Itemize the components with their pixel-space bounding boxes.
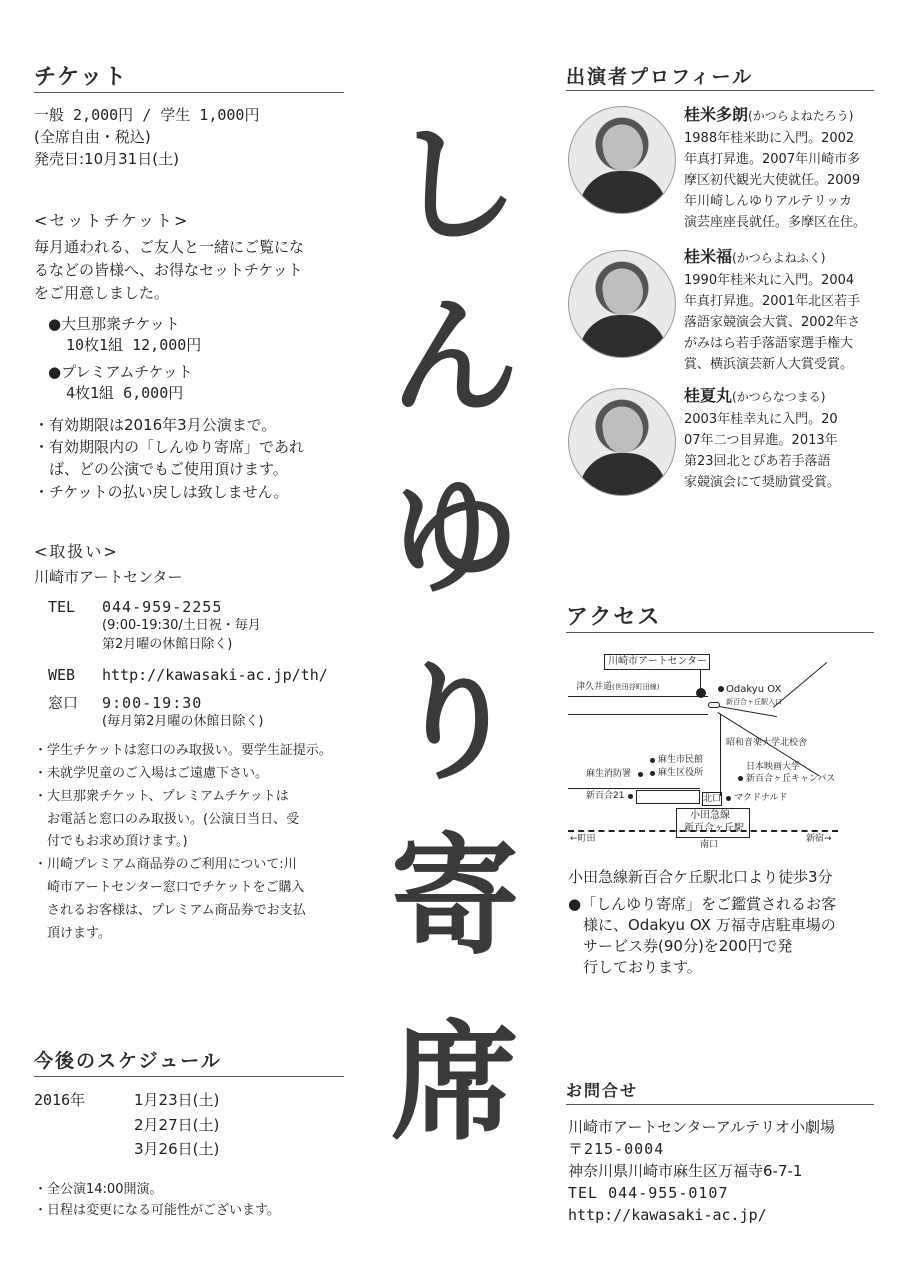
map-tsukui-name: 津久井道 [576,682,613,692]
set-item-detail-1: 10枚1組 12,000円 [66,336,202,354]
map-showa-label: 昭和音楽大学北校舎 [726,738,808,748]
map-road-2 [568,714,708,715]
schedule-date-2: 2月27日(土) [134,1116,220,1134]
performer-photo-3 [568,388,676,496]
map-shinyuri21-dot [628,794,633,799]
map-railway [568,830,838,832]
access-rule [566,632,874,633]
handling-note-2: ・未就学児童のご入場はご遠慮下さい。 [34,766,269,781]
web-label: WEB [48,666,76,684]
performer-3-bio-2: 07年二つ目昇進。2013年 [684,433,838,448]
access-map [568,652,838,852]
handling-heading: <取扱い> [34,542,119,561]
contact-line-4[interactable]: TEL 044-955-0107 [568,1184,729,1202]
handling-note-1: ・学生チケットは窓口のみ取扱い。要学生証提示。 [34,743,332,758]
contact-line-3: 神奈川県川崎市麻生区万福寺6-7-1 [568,1162,803,1180]
tel-number[interactable]: 044-959-2255 [102,598,223,616]
map-ward-label: 麻生区役所 [658,768,704,778]
performer-3-bio-3: 第23回北とぴあ若手落語 [684,454,831,469]
performer-1-bio-1: 1988年桂米助に入門。2002 [684,131,855,146]
title-char-2: ん [390,283,519,432]
performer-header-1 [684,104,853,127]
schedule-date-1: 1月23日(土) [134,1091,220,1109]
map-odakyu-sub: 新百合ヶ丘駅入口 [726,698,782,706]
title-char-4: り [390,649,519,798]
map-road-vertical [720,714,721,796]
map-minamiguchi-label: 南口 [700,840,719,850]
contact-line-1: 川崎市アートセンターアルテリオ小劇場 [568,1118,836,1136]
performer-2-bio-2: 年真打昇進。2001年北区若手 [684,294,861,309]
set-ticket-heading: <セットチケット> [34,211,190,230]
schedule-year: 2016年 [34,1091,86,1109]
tel-hours-2: 第2月曜の休館日除く) [102,637,233,652]
performer-header-2 [684,246,825,269]
performer-3-bio-1: 2003年桂幸丸に入門。20 [684,412,838,427]
access-note-1: ●「しんゆり寄席」をご鑑賞されるお客 [568,895,837,913]
performer-name-3: 桂夏丸 [684,386,733,405]
set-desc-line-3: をご用意しました。 [34,284,170,302]
map-kitaguchi-label: 北口 [703,794,722,804]
window-note: (毎月第2月曜の休館日除く) [102,714,264,729]
web-link[interactable]: http://kawasaki-ac.jp/th/ [102,666,328,684]
map-civic-dot [650,758,655,763]
set-item-detail-2: 4枚1組 6,000円 [66,384,184,402]
map-station-line2: 新百合ヶ丘駅 [684,823,744,834]
schedule-note-2: ・日程は変更になる可能性がございます。 [34,1203,280,1218]
set-note-3: ば、どの公演でもご使用頂けます。 [34,460,288,478]
map-tsukui-sub: (世田谷町田線) [612,683,660,691]
performer-2-bio-1: 1990年桂米丸に入門。2004 [684,273,855,288]
set-desc-line-2: るなどの皆様へ、お得なセットチケット [34,261,303,279]
schedule-date-3: 3月26日(土) [134,1140,220,1158]
schedule-heading: 今後のスケジュール [34,1050,222,1072]
ticket-rule [34,92,344,93]
access-note-3: サービス券(90分)を200円で発 [568,937,793,955]
contact-line-5[interactable]: http://kawasaki-ac.jp/ [568,1206,767,1224]
access-note-2: 様に、Odakyu OX 万福寺店駐車場の [568,916,836,934]
handling-note-4: お電話と窓口のみ取扱い。(公演日当日、受 [34,812,300,827]
access-note-4: 行しております。 [568,958,702,976]
set-note-4: ・チケットの払い戻しは致しません。 [34,483,289,501]
ticket-seating: (全席自由・税込) [34,128,151,146]
performer-1-bio-2: 年真打昇進。2007年川崎市多 [684,152,861,167]
title-char-6: 席 [390,1009,519,1158]
contact-rule [566,1104,874,1105]
title-char-1: し [390,111,519,260]
handling-note-8: されるお客様は、プレミアム商品券でお支払 [34,903,306,918]
tel-hours-1: (9:00-19:30/土日祝・毎月 [102,618,261,633]
map-shinjuku-label: 新宿→ [806,834,832,844]
ticket-heading: チケット [34,65,129,90]
ticket-price: 一般 2,000円 / 学生 1,000円 [34,106,260,124]
performer-kana-1: (かつらよねたろう) [748,109,854,123]
map-ward-dot [650,771,655,776]
map-machida-label: ←町田 [570,834,596,844]
contact-line-2: 〒215-0004 [568,1140,665,1158]
map-road-1 [568,696,708,697]
map-odakyu-label: Odakyu OX [726,684,782,695]
map-mcd-dot [726,796,731,801]
performer-photo-1 [568,106,676,214]
map-signal-icon [708,702,720,708]
set-item-name-2: ●プレミアムチケット [48,363,193,381]
performer-name-2: 桂米福 [684,247,733,266]
handling-note-5: 付でもお求め頂けます。) [34,834,188,849]
map-fire-label: 麻生消防署 [586,769,632,779]
schedule-note-1: ・全公演14:00開演。 [34,1182,163,1197]
performer-kana-3: (かつらなつまる) [732,390,826,404]
performer-name-1: 桂米多朗 [684,105,749,124]
map-shinyuri21-label: 新百合21 [586,791,625,801]
schedule-rule [34,1076,344,1077]
map-road-shinyuri [568,788,700,789]
handling-note-9: 頂けます。 [34,926,111,941]
performer-photo-2 [568,250,676,358]
handling-note-3: ・大旦那衆チケット、プレミアムチケットは [34,789,289,804]
tel-label: TEL [48,598,76,616]
profiles-heading: 出演者プロフィール [566,66,754,88]
performer-1-bio-5: 演芸座座長就任。多摩区在住。 [684,215,867,230]
access-heading: アクセス [566,605,662,630]
access-walk: 小田急線新百合ケ丘駅北口より徒歩3分 [568,868,833,886]
contact-heading: お問合せ [566,1081,639,1100]
handling-note-7: 崎市アートセンター窓口でチケットをご購入 [34,880,305,895]
performer-header-3 [684,385,825,408]
map-film-uni-sub: 新百合ヶ丘キャンパス [746,774,836,784]
map-fire-dot [638,772,643,777]
window-label: 窓口 [48,694,79,712]
map-civic-label: 麻生市民館 [658,755,704,765]
map-art-center-label: 川崎市アートセンター [608,656,707,667]
map-film-uni-dot [738,776,743,781]
map-tsukui-label [576,682,659,693]
map-station-line1: 小田急線 [690,810,730,821]
set-desc-line-1: 毎月通われる、ご友人と一緒にご覧にな [34,238,305,256]
profiles-rule [566,90,874,91]
map-mcd-label: マクドナルド [734,793,788,803]
ticket-release: 発売日:10月31日(土) [34,150,179,168]
performer-kana-2: (かつらよねふく) [732,251,826,265]
title-char-3: ゆ [390,463,519,612]
title-char-5: 寄 [390,823,519,972]
performer-1-bio-3: 摩区初代観光大使就任。2009 [684,173,861,188]
performer-2-bio-3: 落語家競演会大賞、2002年さ [684,315,861,330]
performer-2-bio-5: 賞、横浜演芸新人大賞受賞。 [684,357,854,372]
map-odakyu-dot [718,686,724,692]
map-block [636,790,700,804]
window-hours: 9:00-19:30 [102,694,203,712]
map-film-uni-label: 日本映画大学 [746,762,801,772]
set-note-1: ・有効期限は2016年3月公演まで。 [34,416,277,434]
performer-2-bio-4: がみはら若手落語家選手権大 [684,336,854,351]
performer-1-bio-4: 年川崎しんゆりアルテリッカ [684,194,852,209]
set-note-2: ・有効期限内の「しんゆり寄席」であれ [34,438,305,456]
handling-note-6: ・川崎プレミアム商品券のご利用について:川 [34,857,297,872]
set-item-name-1: ●大旦那衆チケット [48,315,180,333]
performer-3-bio-4: 家競演会にて奨励賞受賞。 [684,475,841,490]
handling-venue: 川崎市アートセンター [34,568,183,586]
